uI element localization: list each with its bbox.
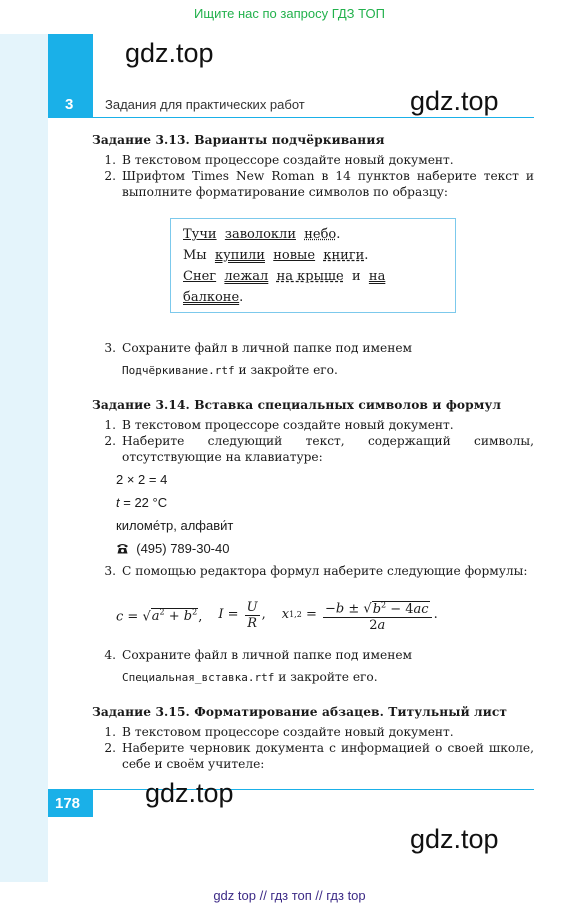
left-margin-strip [0,34,48,882]
item-text-part: и закройте его. [238,363,338,377]
filename: Специальная_вставка.rtf [122,671,275,684]
watermark: gdz.top [125,38,214,68]
item-text: В текстовом процессоре создайте новый документ. [122,153,454,167]
sample-word: лежал [224,269,269,284]
sample-word: Тучи [183,227,217,242]
item-text-part: и закройте его. [278,670,378,684]
footer-banner: gdz top // гдз топ // гдз top [213,888,366,903]
list-item [92,740,534,772]
item-number: 1. [104,418,116,432]
sample-word: и [351,269,361,284]
list-item [92,647,534,686]
page-number: 178 [55,795,81,812]
watermark: gdz.top [145,778,234,808]
sample-word: на крыше [276,269,344,284]
watermark: gdz.top [410,824,499,854]
symbol-variable: t [116,495,120,510]
item-text: В текстовом процессоре создайте новый документ. [122,418,454,432]
item-text: С помощью редактора формул наберите следующие формулы: [122,564,528,578]
sample-word: заволокли [224,227,296,242]
task-title: Задание 3.13. Варианты подчёркивания [92,133,385,147]
item-number: 3. [104,564,116,578]
sample-word: новые [273,248,316,263]
item-text: Шрифтом Times New Roman в 14 пунктов наберите текст и выполните форматирование символов по образцу: [122,169,534,199]
list-item [92,433,534,465]
phone-icon [116,543,129,554]
item-number: 2. [104,169,116,183]
sample-line [183,224,445,245]
formula-block [116,595,534,635]
item-text-part: Сохраните файл в личной папке под именем [122,341,413,355]
chapter-number: 3 [65,96,74,113]
sample-line [183,266,445,308]
header-rule [93,117,534,118]
running-header: Задания для практических работ [105,97,305,112]
sample-word: книги [323,248,365,263]
phone-number: (495) 789-30-40 [136,541,230,556]
sample-punct: . [364,248,369,263]
formula-hypotenuse: $c = √a^2 + b^2$, [116,607,203,625]
sample-word: небо [304,227,337,242]
item-text: В текстовом процессоре создайте новый документ. [122,725,454,739]
formula-quadratic: x 1,2 = $\frac{-b \pm √b^2 - 4ac}{2a}$ . [282,597,438,632]
formula-ohm: I = $\frac{U}{R}$ , [218,599,266,631]
item-text [122,340,534,379]
list-item [92,563,534,579]
filename: Подчёркивание.rtf [122,364,235,377]
symbol-line [116,541,534,557]
item-number: 3. [104,341,116,355]
item-number: 4. [104,648,116,662]
sample-punct: . [239,290,244,305]
top-banner: Ищите нас по запросу ГДЗ ТОП [194,6,385,21]
item-text: Наберите следующий текст, содержащий символы, отсутствующие на клавиатуре: [122,434,534,464]
formatting-sample-box [170,218,456,313]
symbol-line: 2 × 2 = 4 [116,472,168,487]
symbol-line [116,495,534,511]
list-item [92,340,534,379]
symbol-text: = 22 °C [123,495,168,510]
task-title: Задание 3.14. Вставка специальных символов и формул [92,398,502,412]
item-text: Наберите черновик документа с информацией о своей школе, себе и своём учителе: [122,741,534,771]
list-item [92,417,534,433]
sample-word: Мы [183,248,207,263]
watermark: gdz.top [410,86,499,116]
list-item [92,168,534,200]
item-number: 2. [104,434,116,448]
item-number: 1. [104,153,116,167]
page-content [92,132,534,772]
list-item [92,152,534,168]
list-item [92,724,534,740]
sample-line [183,245,445,266]
symbol-line: киломе́тр, алфави́т [116,518,234,533]
sample-word: на балконе [183,269,386,305]
sample-punct: . [336,227,341,242]
item-text-part: Сохраните файл в личной папке под именем [122,648,413,662]
item-number: 2. [104,741,116,755]
task-title: Задание 3.15. Форматирование абзацев. Титульный лист [92,705,508,719]
sample-word: купили [214,248,265,263]
item-number: 1. [104,725,116,739]
item-text [122,647,534,686]
sample-word: Снег [183,269,217,284]
